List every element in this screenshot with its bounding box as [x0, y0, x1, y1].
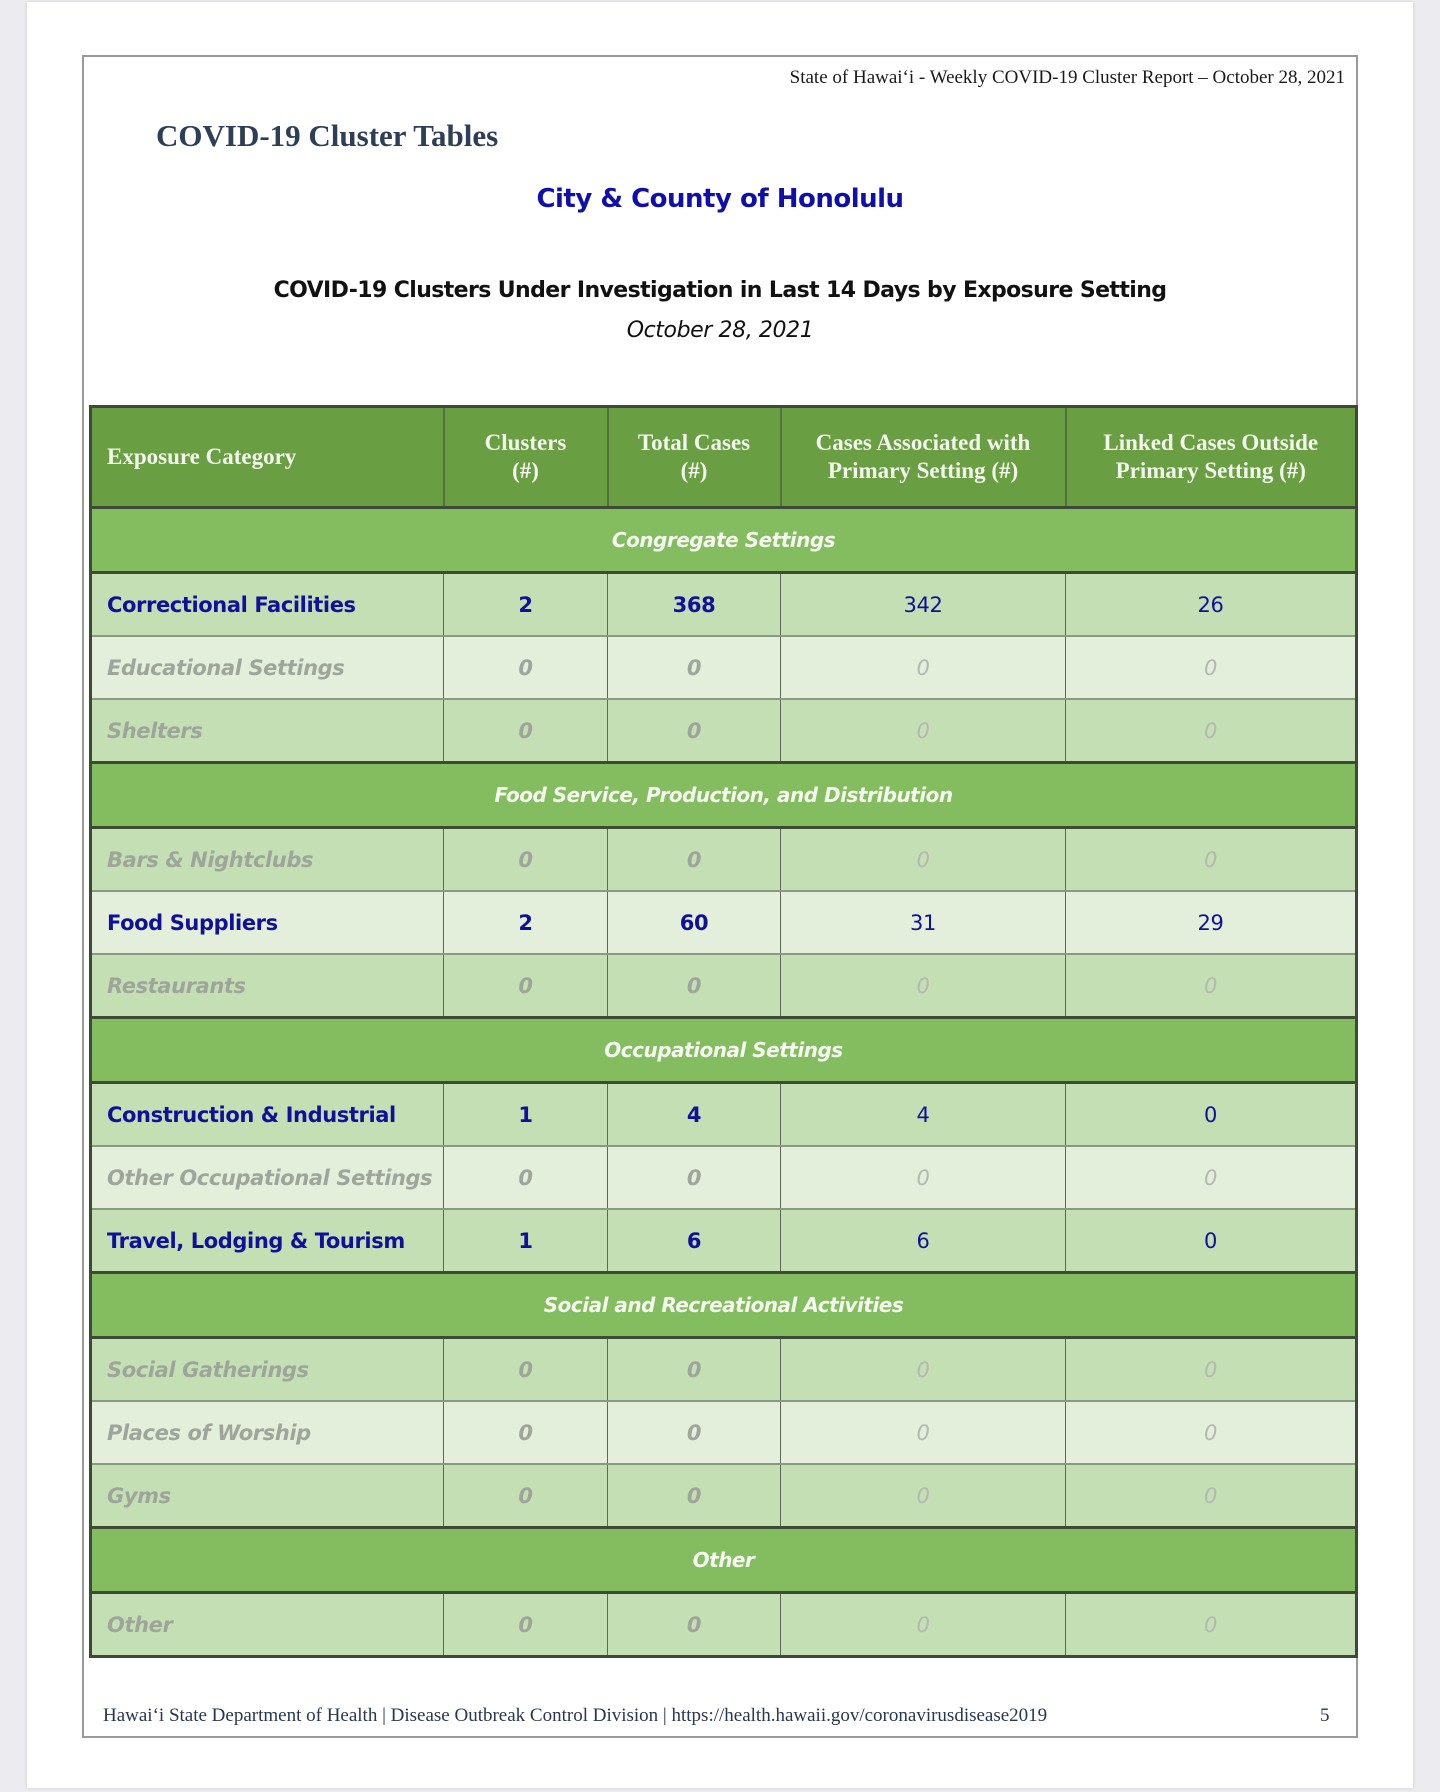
column-header-text: Primary Setting (#) [1115, 458, 1306, 483]
column-header-text: Cases Associated with [815, 430, 1031, 455]
county-heading: City & County of Honolulu [536, 184, 904, 214]
cluster-table [89, 405, 1358, 1658]
column-header-clusters [444, 407, 608, 508]
cell-exposure-category: Construction & Industrial [91, 1083, 444, 1147]
table-header-row [91, 407, 1357, 508]
cell-exposure-category: Restaurants [91, 954, 444, 1018]
cell-clusters: 1 [444, 1083, 608, 1147]
group-row [91, 508, 1357, 573]
table-row [91, 1401, 1357, 1464]
cell-linked-outside-cases: 0 [1066, 1083, 1357, 1147]
cell-exposure-category: Travel, Lodging & Tourism [91, 1209, 444, 1273]
cell-clusters: 0 [444, 636, 608, 699]
table-title: COVID-19 Clusters Under Investigation in Last 14 Days by Exposure Setting [273, 278, 1167, 303]
group-row [91, 1018, 1357, 1083]
cell-total-cases: 0 [608, 1593, 781, 1657]
group-label: Social and Recreational Activities [91, 1273, 1357, 1338]
cell-clusters: 1 [444, 1209, 608, 1273]
group-label: Congregate Settings [91, 508, 1357, 573]
cell-clusters: 0 [444, 828, 608, 892]
cell-primary-setting-cases: 0 [781, 1338, 1066, 1402]
cell-total-cases: 0 [608, 636, 781, 699]
table-row [91, 1464, 1357, 1528]
cell-primary-setting-cases: 31 [781, 891, 1066, 954]
cell-total-cases: 0 [608, 699, 781, 763]
table-row [91, 828, 1357, 892]
table-row [91, 1083, 1357, 1147]
cell-primary-setting-cases: 6 [781, 1209, 1066, 1273]
cell-exposure-category: Bars & Nightclubs [91, 828, 444, 892]
column-header-total-cases [608, 407, 781, 508]
cell-linked-outside-cases: 0 [1066, 699, 1357, 763]
cell-exposure-category: Gyms [91, 1464, 444, 1528]
cell-total-cases: 368 [608, 573, 781, 637]
cell-primary-setting-cases: 342 [781, 573, 1066, 637]
table-row [91, 699, 1357, 763]
cell-linked-outside-cases: 0 [1066, 1209, 1357, 1273]
cell-exposure-category: Social Gatherings [91, 1338, 444, 1402]
table-row [91, 1146, 1357, 1209]
document-title: COVID-19 Cluster Tables [156, 118, 499, 153]
table-row [91, 636, 1357, 699]
table-row [91, 573, 1357, 637]
cell-linked-outside-cases: 0 [1066, 1338, 1357, 1402]
cell-linked-outside-cases: 0 [1066, 1146, 1357, 1209]
column-header-exposure-category [91, 407, 444, 508]
cell-linked-outside-cases: 29 [1066, 891, 1357, 954]
cell-primary-setting-cases: 0 [781, 828, 1066, 892]
table-row [91, 891, 1357, 954]
table-date: October 28, 2021 [626, 318, 814, 343]
cell-clusters: 0 [444, 1464, 608, 1528]
cell-clusters: 0 [444, 954, 608, 1018]
running-header: State of Hawai‘i - Weekly COVID-19 Cluster Report – October 28, 2021 [789, 67, 1345, 88]
group-row [91, 1528, 1357, 1593]
cell-linked-outside-cases: 0 [1066, 828, 1357, 892]
table-body [91, 508, 1357, 1657]
column-header-text: (#) [512, 458, 539, 483]
cell-linked-outside-cases: 0 [1066, 636, 1357, 699]
cell-total-cases: 60 [608, 891, 781, 954]
cell-linked-outside-cases: 0 [1066, 1593, 1357, 1657]
cell-primary-setting-cases: 0 [781, 1464, 1066, 1528]
table-row [91, 1593, 1357, 1657]
group-label: Other [91, 1528, 1357, 1593]
cell-linked-outside-cases: 0 [1066, 954, 1357, 1018]
group-label: Occupational Settings [91, 1018, 1357, 1083]
cell-primary-setting-cases: 0 [781, 1146, 1066, 1209]
cell-total-cases: 0 [608, 1338, 781, 1402]
cell-total-cases: 0 [608, 1146, 781, 1209]
cell-clusters: 2 [444, 891, 608, 954]
group-row [91, 1273, 1357, 1338]
cell-clusters: 0 [444, 1338, 608, 1402]
cell-exposure-category: Other Occupational Settings [91, 1146, 444, 1209]
cell-exposure-category: Educational Settings [91, 636, 444, 699]
cell-primary-setting-cases: 0 [781, 636, 1066, 699]
column-header-text: Primary Setting (#) [827, 458, 1019, 483]
cell-clusters: 0 [444, 1401, 608, 1464]
cell-linked-outside-cases: 0 [1066, 1401, 1357, 1464]
cell-linked-outside-cases: 26 [1066, 573, 1357, 637]
cell-exposure-category: Other [91, 1593, 444, 1657]
cell-total-cases: 6 [608, 1209, 781, 1273]
cell-total-cases: 0 [608, 828, 781, 892]
cell-total-cases: 4 [608, 1083, 781, 1147]
table-row [91, 1209, 1357, 1273]
cell-exposure-category: Food Suppliers [91, 891, 444, 954]
table-row [91, 1338, 1357, 1402]
cell-total-cases: 0 [608, 954, 781, 1018]
column-header-text: (#) [680, 458, 708, 483]
cell-clusters: 0 [444, 1593, 608, 1657]
cell-primary-setting-cases: 0 [781, 954, 1066, 1018]
cell-linked-outside-cases: 0 [1066, 1464, 1357, 1528]
page-footer: Hawai‘i State Department of Health | Disease Outbreak Control Division | https://health.hawaii.gov/coronavirusdisease2019 [103, 1705, 1048, 1726]
cell-exposure-category: Correctional Facilities [91, 573, 444, 637]
cell-primary-setting-cases: 0 [781, 1593, 1066, 1657]
table-row [91, 954, 1357, 1018]
cell-clusters: 0 [444, 699, 608, 763]
cell-primary-setting-cases: 4 [781, 1083, 1066, 1147]
cell-total-cases: 0 [608, 1464, 781, 1528]
cell-clusters: 0 [444, 1146, 608, 1209]
column-header-text: Clusters [484, 430, 567, 455]
cell-total-cases: 0 [608, 1401, 781, 1464]
group-row [91, 763, 1357, 828]
cell-exposure-category: Shelters [91, 699, 444, 763]
column-header-text: Exposure Category [107, 444, 297, 469]
cell-exposure-category: Places of Worship [91, 1401, 444, 1464]
column-header-text: Linked Cases Outside [1103, 430, 1319, 455]
group-label: Food Service, Production, and Distribution [91, 763, 1357, 828]
column-header-linked-outside-cases [1066, 407, 1357, 508]
cell-primary-setting-cases: 0 [781, 699, 1066, 763]
column-header-text: Total Cases [637, 430, 751, 455]
cell-clusters: 2 [444, 573, 608, 637]
page-number: 5 [1320, 1705, 1330, 1726]
column-header-primary-setting-cases [781, 407, 1066, 508]
cell-primary-setting-cases: 0 [781, 1401, 1066, 1464]
